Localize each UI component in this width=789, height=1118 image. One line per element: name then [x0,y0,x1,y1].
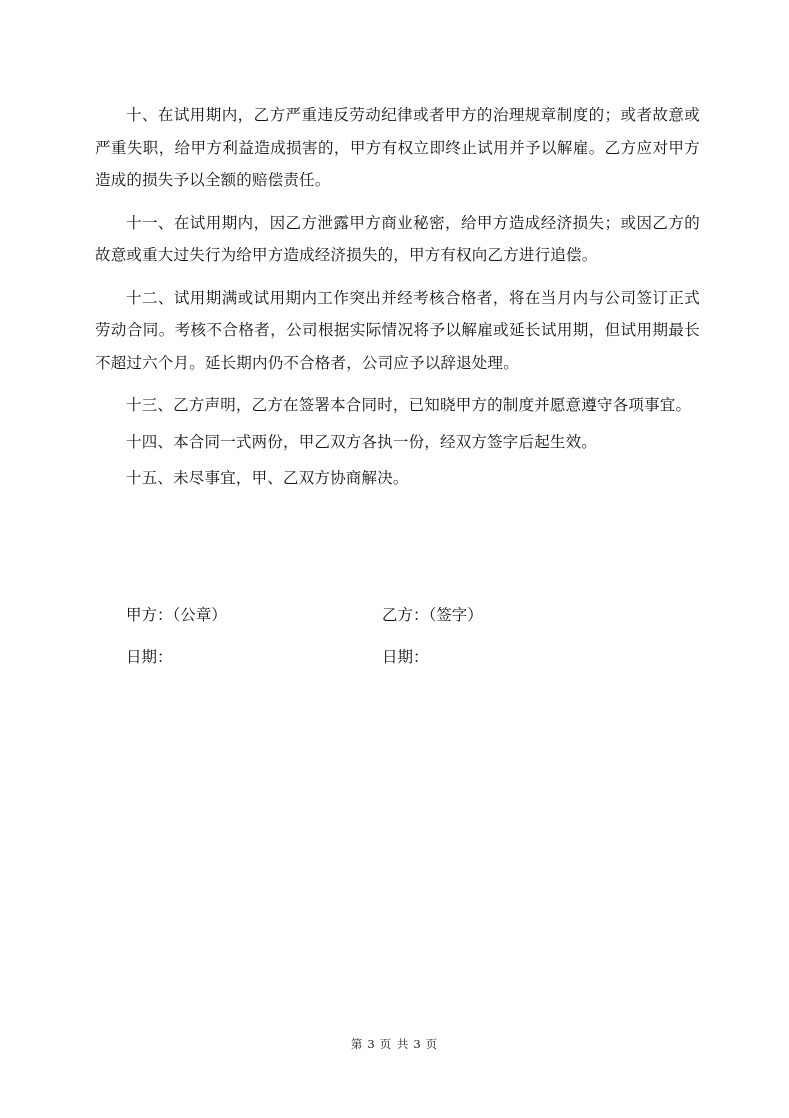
clause-12: 十二、试用期满或试用期内工作突出并经考核合格者，将在当月内与公司签订正式劳动合同。考核不合格者，公司根据实际情况将予以解雇或延长试用期，但试用期最长不超过六个月。延长期内仍不合格者，公司应予以辞退处理。 [95,288,700,372]
party-b-sign-label: 乙方：（签字） [382,606,483,624]
page-footer [0,1036,789,1052]
clause-10: 十、在试用期内，乙方严重违反劳动纪律或者甲方的治理规章制度的；或者故意或严重失职，给甲方利益造成损害的，甲方有权立即终止试用并予以解雇。乙方应对甲方造成的损失予以全额的赔偿责任。 [95,106,700,189]
page-current: 3 [367,1037,376,1051]
party-b-date-label: 日期： [382,648,429,666]
clause-11: 十一、在试用期内，因乙方泄露甲方商业秘密，给甲方造成经济损失；或因乙方的故意或重大过失行为给甲方造成经济损失的，甲方有权向乙方进行追偿。 [95,213,700,264]
page-suffix: 页 [425,1037,439,1051]
clause-14: 十四、本合同一式两份，甲乙双方各执一份，经双方签字后起生效。 [126,432,598,451]
clause-15: 十五、未尽事宜，甲、乙双方协商解决。 [126,469,409,487]
contract-clauses [95,99,700,495]
page-middle: 页 共 [379,1037,410,1051]
party-a-seal-label: 甲方：（公章） [126,606,227,624]
page-prefix: 第 [350,1037,364,1051]
clause-13: 十三、乙方声明，乙方在签署本合同时，已知晓甲方的制度并愿意遵守各项事宜。 [126,396,692,414]
party-a-date-label: 日期： [126,648,173,666]
page-total: 3 [413,1037,422,1051]
